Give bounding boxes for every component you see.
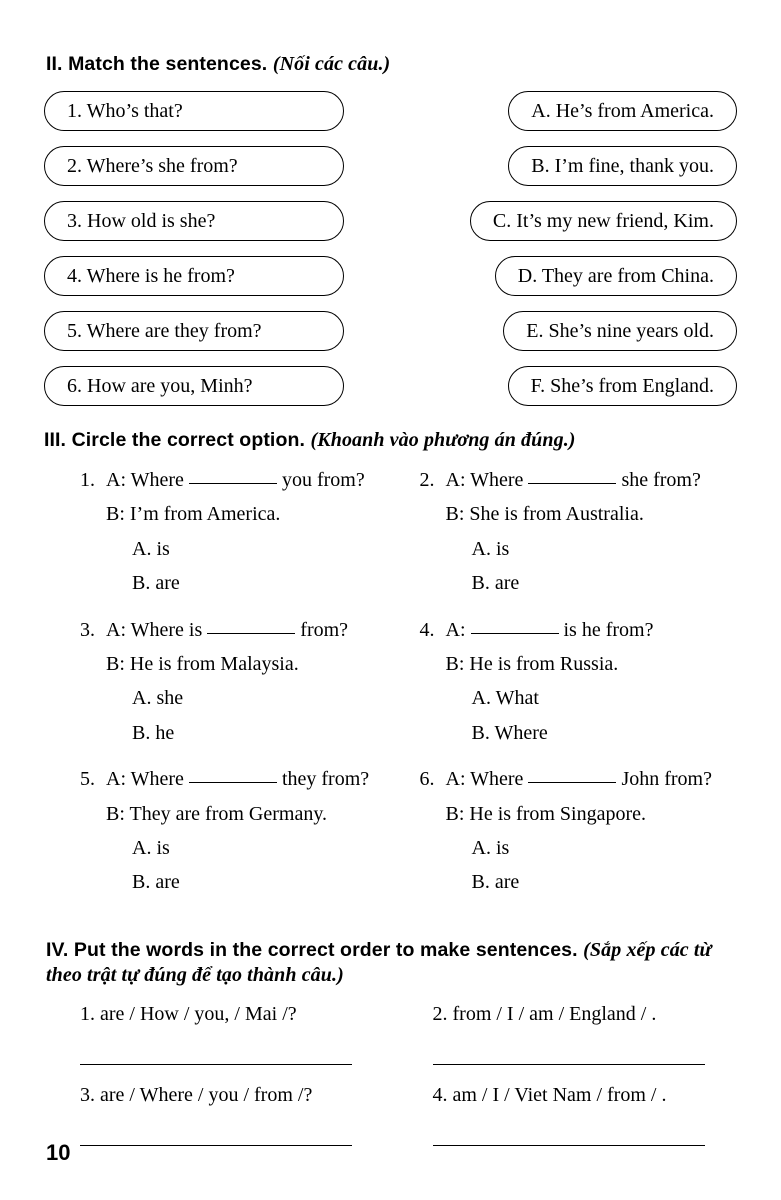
section-heading-matching-vi: (Nối các câu.) bbox=[272, 53, 391, 75]
mcq-question-pre: A: Where bbox=[445, 768, 524, 791]
answer-blank[interactable] bbox=[207, 614, 295, 634]
answer-blank[interactable] bbox=[528, 464, 616, 484]
answer-blank[interactable] bbox=[528, 763, 616, 783]
mcq-option-b[interactable]: B. Where bbox=[471, 721, 548, 744]
mcq-item bbox=[420, 613, 738, 751]
mcq-question bbox=[80, 762, 398, 796]
mcq-question bbox=[420, 762, 738, 796]
mcq-question bbox=[420, 463, 738, 497]
section-heading-matching bbox=[46, 52, 737, 77]
mcq-response: B: He is from Malaysia. bbox=[106, 652, 299, 675]
section-heading-circle-vi: (Khoanh vào phương án đúng.) bbox=[310, 429, 576, 451]
mcq-item bbox=[80, 463, 398, 601]
ordering-prompt: 4. am / I / Viet Nam / from / . bbox=[432, 1083, 667, 1106]
answer-line[interactable] bbox=[433, 1115, 705, 1146]
mcq-question-pre: A: Where bbox=[106, 768, 184, 791]
ordering-prompt: 1. are / How / you, / Mai /? bbox=[80, 1002, 297, 1025]
mcq-option-a[interactable]: A. is bbox=[132, 537, 170, 560]
answer-blank[interactable] bbox=[189, 763, 277, 783]
mcq-item bbox=[420, 762, 738, 900]
matching-right-column bbox=[437, 91, 737, 406]
list-item[interactable]: 4. Where is he from? bbox=[44, 256, 344, 296]
mcq-item bbox=[80, 762, 398, 900]
mcq-question bbox=[80, 613, 398, 647]
list-item[interactable]: 2. Where’s she from? bbox=[44, 146, 344, 186]
mcq-item bbox=[80, 613, 398, 751]
answer-line[interactable] bbox=[80, 1034, 352, 1065]
mcq-response: B: He is from Singapore. bbox=[445, 802, 647, 825]
list-item[interactable]: E. She’s nine years old. bbox=[503, 311, 737, 351]
matching-left-column bbox=[44, 91, 344, 406]
mcq-response: B: She is from Australia. bbox=[445, 503, 644, 526]
mcq-option-a[interactable]: A. is bbox=[471, 836, 510, 859]
matching-exercise bbox=[44, 91, 737, 406]
section-heading-ordering-en: IV. Put the words in the correct order to make sentences. bbox=[46, 938, 578, 961]
list-item[interactable]: 5. Where are they from? bbox=[44, 311, 344, 351]
list-item[interactable]: F. She’s from England. bbox=[508, 366, 737, 406]
mcq-question-pre: A: Where is bbox=[106, 618, 203, 641]
mcq-question-post: they from? bbox=[281, 768, 370, 791]
list-item[interactable]: B. I’m fine, thank you. bbox=[508, 146, 737, 186]
mcq-number: 2. bbox=[419, 469, 435, 491]
section-heading-ordering-vi: (Sắp xếp các từ theo trật tự đúng để tạo thành câu.) bbox=[46, 938, 712, 986]
mcq-option-a[interactable]: A. she bbox=[132, 687, 184, 710]
mcq-option-b[interactable]: B. are bbox=[132, 572, 180, 595]
mcq-question-text bbox=[446, 463, 738, 497]
mcq-question bbox=[80, 463, 398, 497]
mcq-number: 5. bbox=[80, 768, 95, 791]
mcq-response: B: He is from Russia. bbox=[445, 652, 619, 675]
mcq-question-post: from? bbox=[300, 618, 349, 641]
list-item[interactable]: D. They are from China. bbox=[495, 256, 737, 296]
section-heading-circle bbox=[44, 428, 737, 453]
mcq-response: B: I’m from America. bbox=[106, 503, 281, 526]
mcq-question-post: John from? bbox=[621, 768, 712, 791]
mcq-question-text bbox=[446, 762, 738, 796]
ordering-prompt: 3. are / Where / you / from /? bbox=[80, 1083, 313, 1106]
section-heading-circle-en: III. Circle the correct option. bbox=[44, 429, 305, 451]
mcq-response: B: They are from Germany. bbox=[106, 802, 328, 825]
ordering-item bbox=[419, 998, 738, 1065]
section-heading-matching-en: II. Match the sentences. bbox=[46, 53, 268, 75]
section-heading-ordering bbox=[46, 938, 737, 988]
list-item[interactable]: 6. How are you, Minh? bbox=[44, 366, 344, 406]
ordering-item bbox=[80, 1079, 399, 1146]
answer-blank[interactable] bbox=[189, 464, 277, 484]
mcq-question-pre: A: Where bbox=[106, 469, 184, 491]
mcq-question-text bbox=[446, 613, 738, 647]
mcq-option-a[interactable]: A. is bbox=[471, 537, 510, 560]
mcq-number: 4. bbox=[419, 618, 435, 641]
mcq-question-pre: A: bbox=[445, 618, 466, 641]
mcq-option-b[interactable]: B. are bbox=[471, 572, 520, 595]
list-item[interactable]: A. He’s from America. bbox=[508, 91, 737, 131]
mcq-question-post: you from? bbox=[281, 469, 365, 491]
mcq-number: 3. bbox=[80, 618, 95, 641]
list-item[interactable]: 3. How old is she? bbox=[44, 201, 344, 241]
mcq-option-b[interactable]: B. are bbox=[132, 871, 180, 894]
answer-blank[interactable] bbox=[471, 614, 559, 634]
mcq-question bbox=[420, 613, 738, 647]
circle-exercise bbox=[80, 463, 737, 912]
ordering-item bbox=[80, 998, 399, 1065]
answer-line[interactable] bbox=[80, 1115, 352, 1146]
ordering-item bbox=[419, 1079, 738, 1146]
ordering-prompt: 2. from / I / am / England / . bbox=[432, 1002, 657, 1025]
mcq-question-text bbox=[106, 613, 398, 647]
ordering-exercise bbox=[80, 998, 737, 1160]
mcq-item bbox=[420, 463, 738, 601]
mcq-option-a[interactable]: A. What bbox=[471, 687, 539, 710]
page-number: 10 bbox=[46, 1140, 71, 1165]
answer-line[interactable] bbox=[433, 1034, 705, 1065]
mcq-question-text bbox=[106, 463, 398, 497]
list-item[interactable]: C. It’s my new friend, Kim. bbox=[470, 201, 737, 241]
list-item[interactable]: 1. Who’s that? bbox=[44, 91, 344, 131]
mcq-question-text bbox=[106, 762, 398, 796]
mcq-number: 6. bbox=[419, 768, 435, 791]
mcq-option-b[interactable]: B. are bbox=[471, 871, 520, 894]
mcq-option-b[interactable]: B. he bbox=[132, 721, 175, 744]
mcq-option-a[interactable]: A. is bbox=[132, 836, 170, 859]
mcq-question-pre: A: Where bbox=[445, 469, 524, 491]
mcq-number: 1. bbox=[80, 469, 95, 491]
mcq-question-post: is he from? bbox=[563, 618, 654, 641]
mcq-question-post: she from? bbox=[621, 469, 701, 491]
